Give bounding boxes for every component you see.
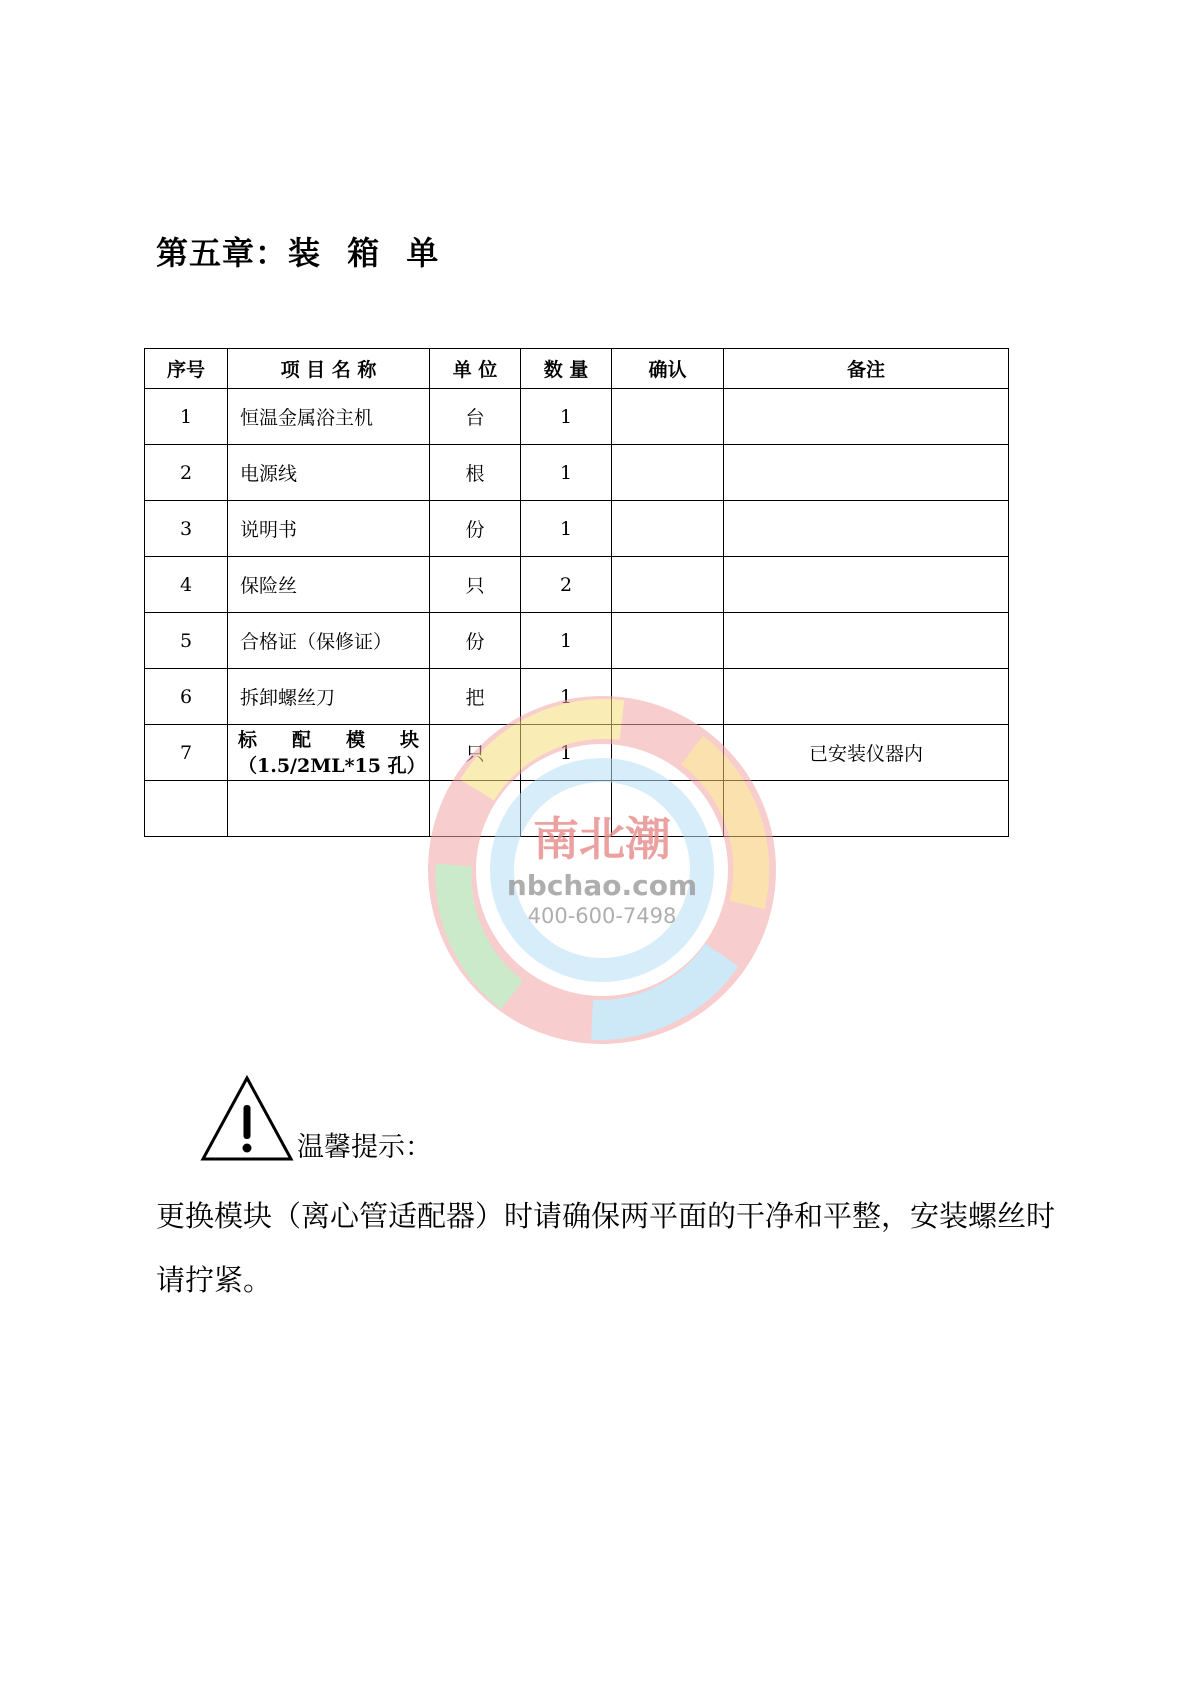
cell-no: 5 [145, 613, 228, 669]
cell-unit: 份 [430, 501, 521, 557]
header-no: 序号 [145, 349, 228, 389]
table-row [145, 669, 1009, 725]
cell-remark [724, 557, 1009, 613]
cell-unit: 只 [430, 725, 521, 781]
cell-qty: 1 [521, 445, 612, 501]
table-row [145, 725, 1009, 781]
table-header-row [145, 349, 1009, 389]
cell-qty [521, 781, 612, 837]
cell-remark [724, 781, 1009, 837]
cell-remark [724, 389, 1009, 445]
cell-name: 拆卸螺丝刀 [228, 669, 430, 725]
cell-qty: 2 [521, 557, 612, 613]
tip-header [200, 1075, 460, 1167]
cell-unit: 根 [430, 445, 521, 501]
name-char: 配 [291, 728, 311, 751]
cell-remark [724, 501, 1009, 557]
table-row [145, 445, 1009, 501]
name-line-1 [238, 727, 419, 753]
name-line-2: （1.5/2ML*15 孔） [238, 754, 426, 777]
cell-confirm [612, 669, 724, 725]
cell-qty: 1 [521, 669, 612, 725]
name-char: 标 [238, 728, 258, 751]
cell-name: 合格证（保修证） [228, 613, 430, 669]
header-name: 项 目 名 称 [228, 349, 430, 389]
table-row [145, 557, 1009, 613]
watermark-site: nbchao.com [506, 869, 698, 902]
cell-unit: 只 [430, 557, 521, 613]
header-qty: 数 量 [521, 349, 612, 389]
cell-no: 3 [145, 501, 228, 557]
cell-name: 保险丝 [228, 557, 430, 613]
cell-unit: 把 [430, 669, 521, 725]
cell-no: 6 [145, 669, 228, 725]
table-row [145, 613, 1009, 669]
cell-confirm [612, 501, 724, 557]
header-unit: 单 位 [430, 349, 521, 389]
cell-confirm [612, 781, 724, 837]
cell-name [228, 725, 430, 781]
cell-no: 2 [145, 445, 228, 501]
cell-qty: 1 [521, 613, 612, 669]
table-row [145, 781, 1009, 837]
chapter-prefix: 第五章： [156, 234, 289, 272]
header-remark: 备注 [724, 349, 1009, 389]
watermark-phone: 400-600-7498 [527, 904, 677, 928]
cell-unit: 份 [430, 613, 521, 669]
cell-no: 4 [145, 557, 228, 613]
packing-list-table [144, 348, 1009, 837]
name-char: 模 [345, 728, 365, 751]
cell-unit [430, 781, 521, 837]
cell-unit: 台 [430, 389, 521, 445]
cell-name: 电源线 [228, 445, 430, 501]
tip-label: 温馨提示： [297, 1132, 432, 1163]
header-confirm: 确认 [612, 349, 724, 389]
cell-qty: 1 [521, 389, 612, 445]
cell-no [145, 781, 228, 837]
cell-name: 说明书 [228, 501, 430, 557]
cell-remark [724, 445, 1009, 501]
cell-no: 7 [145, 725, 228, 781]
chapter-main-title: 装箱单 [288, 234, 466, 272]
cell-remark: 已安装仪器内 [724, 725, 1009, 781]
watermark-brand: 南北潮 [533, 812, 671, 866]
cell-no: 1 [145, 389, 228, 445]
cell-confirm [612, 445, 724, 501]
cell-qty: 1 [521, 725, 612, 781]
cell-remark [724, 669, 1009, 725]
warning-triangle-icon [200, 1075, 294, 1163]
page-title [156, 228, 466, 274]
cell-confirm [612, 613, 724, 669]
tip-body-text: 更换模块（离心管适配器）时请确保两平面的干净和平整，安装螺丝时请拧紧。 [156, 1199, 1056, 1297]
cell-name [228, 781, 430, 837]
name-char: 块 [399, 728, 419, 751]
cell-confirm [612, 557, 724, 613]
table-row [145, 389, 1009, 445]
cell-confirm [612, 725, 724, 781]
cell-remark [724, 613, 1009, 669]
cell-confirm [612, 389, 724, 445]
cell-qty: 1 [521, 501, 612, 557]
cell-name: 恒温金属浴主机 [228, 389, 430, 445]
table-row [145, 501, 1009, 557]
